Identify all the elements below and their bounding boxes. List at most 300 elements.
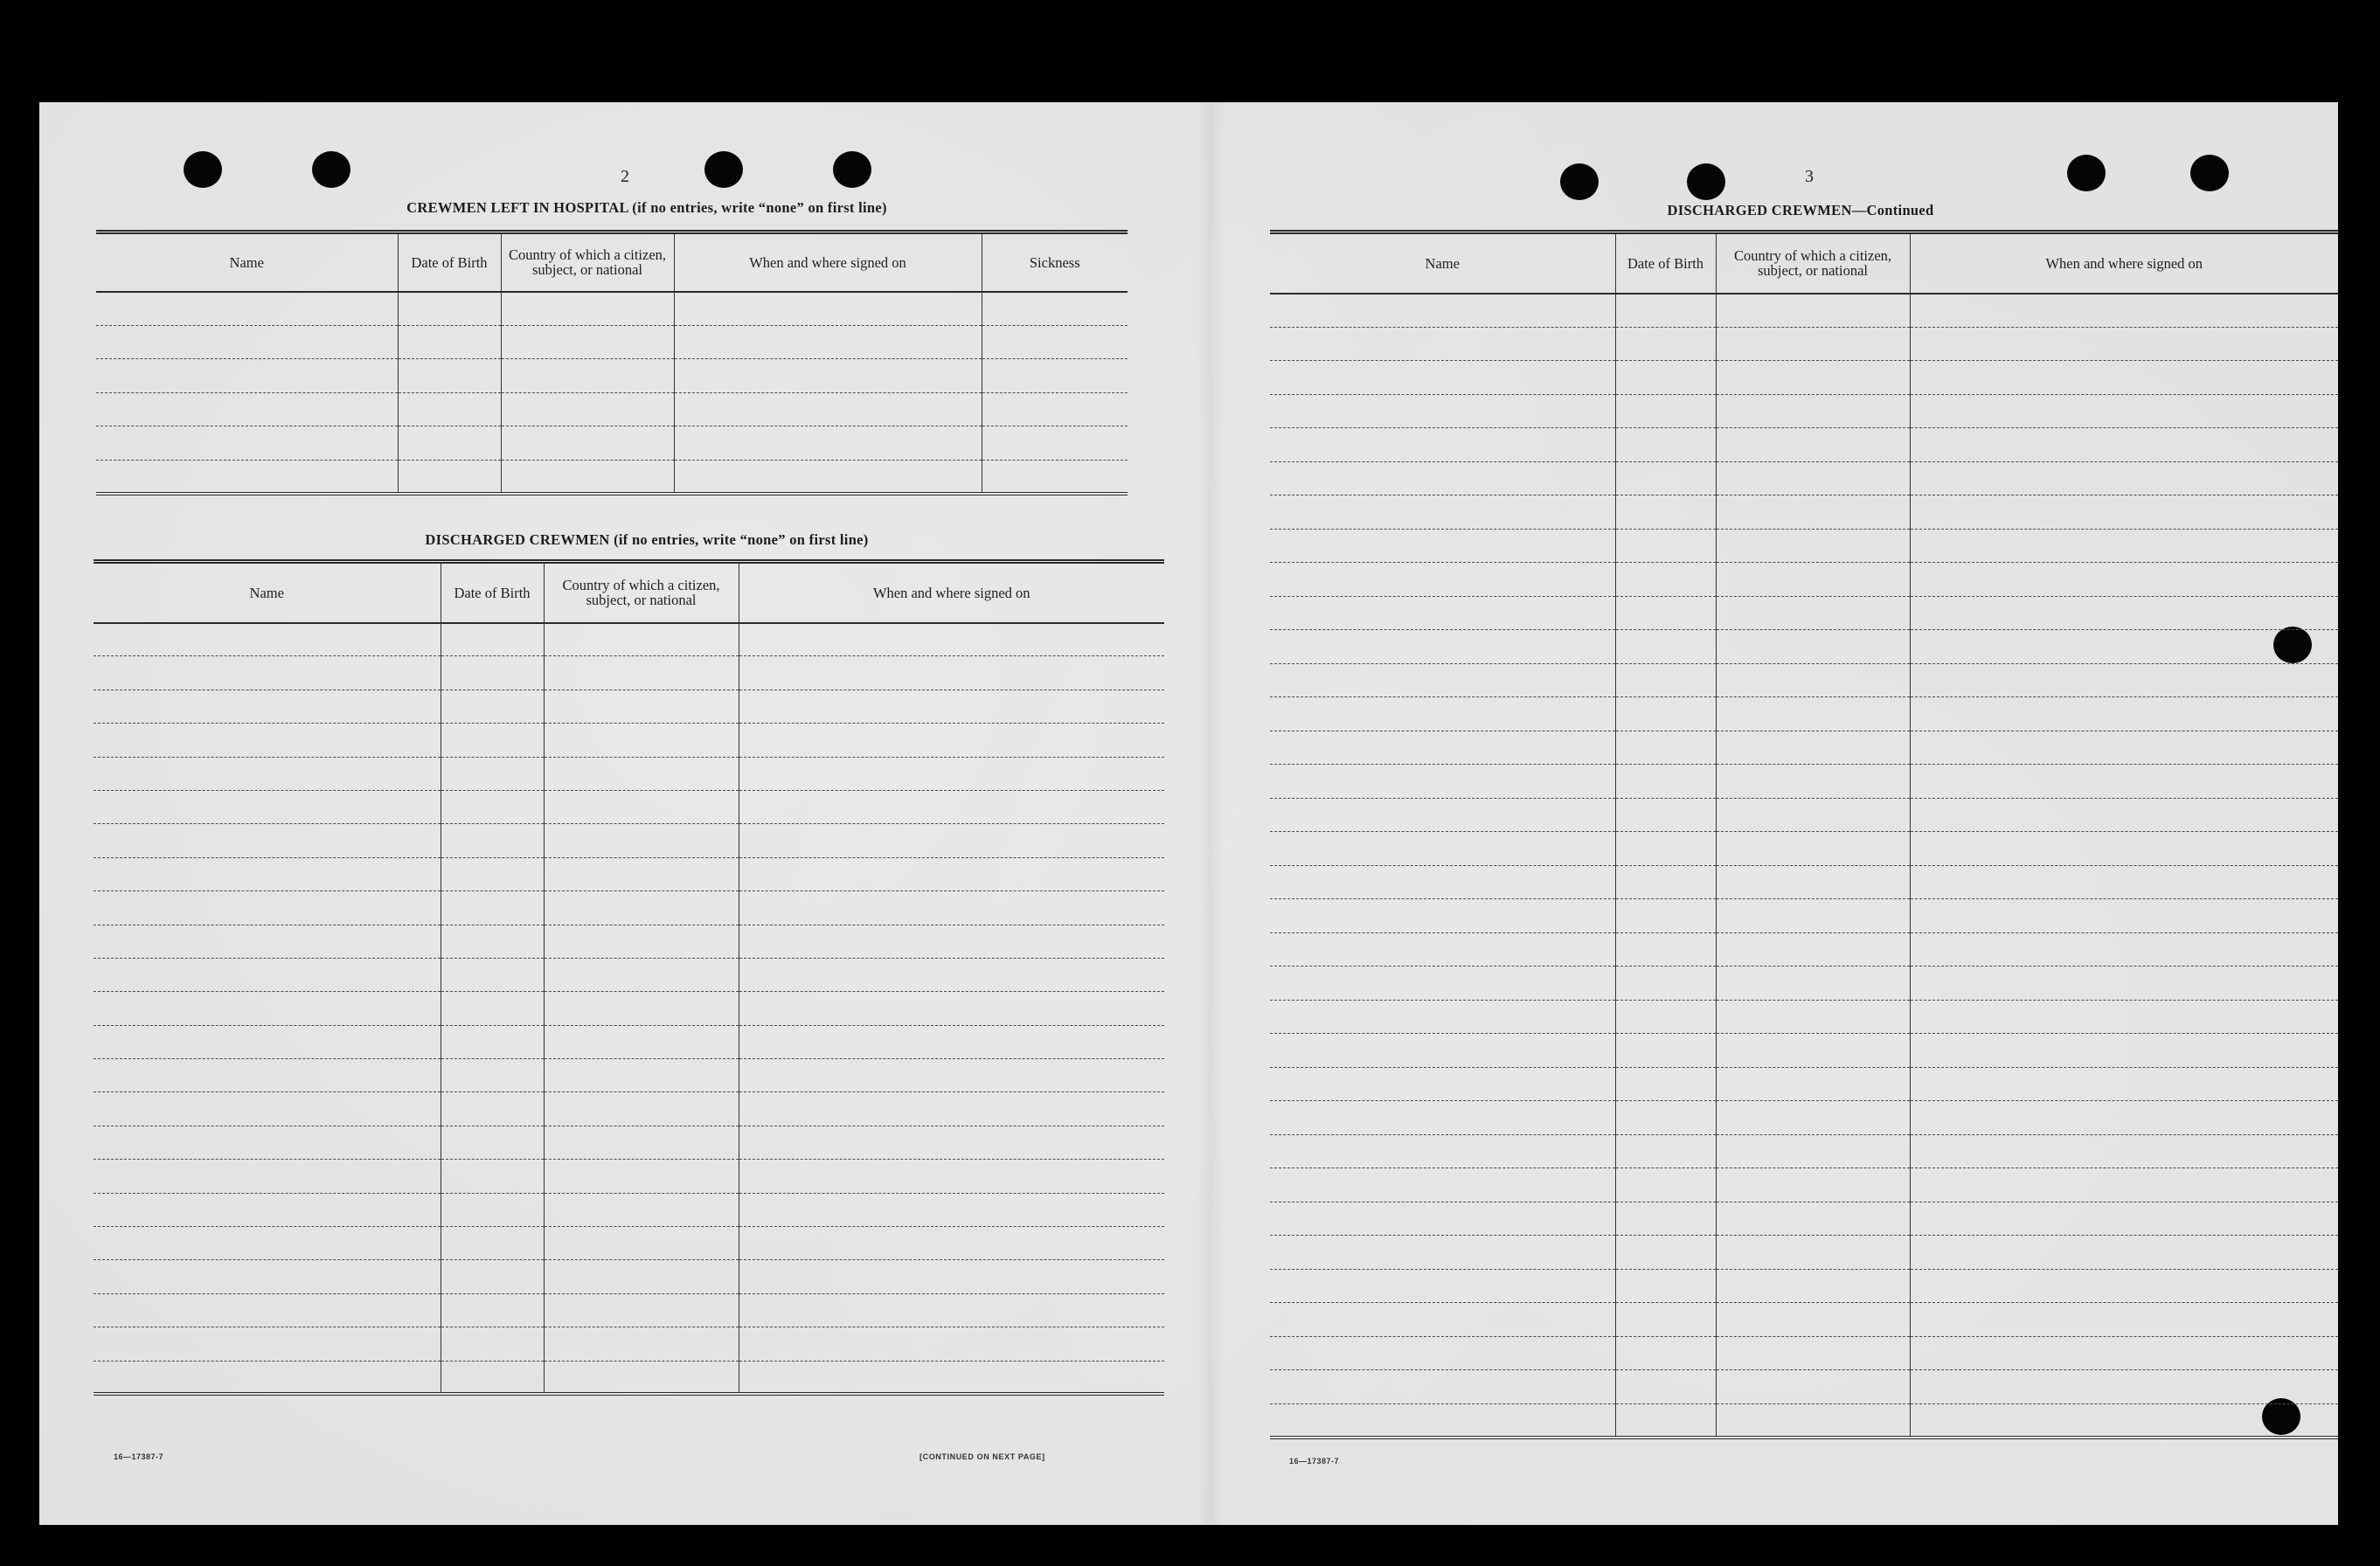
- table-cell[interactable]: [94, 1160, 441, 1193]
- table-cell[interactable]: [1716, 1370, 1910, 1404]
- table-cell[interactable]: [1615, 1101, 1716, 1135]
- table-cell[interactable]: [544, 1092, 739, 1126]
- table-cell[interactable]: [1716, 1403, 1910, 1438]
- table-cell[interactable]: [1910, 1000, 2338, 1034]
- table-cell[interactable]: [739, 790, 1164, 823]
- table-cell[interactable]: [94, 724, 441, 757]
- table-cell[interactable]: [1270, 1134, 1615, 1168]
- table-cell[interactable]: [1270, 563, 1615, 597]
- table-cell[interactable]: [1615, 731, 1716, 765]
- table-cell[interactable]: [1716, 495, 1910, 530]
- table-cell[interactable]: [1615, 1168, 1716, 1202]
- table-cell[interactable]: [94, 1293, 441, 1327]
- table-cell[interactable]: [501, 292, 674, 326]
- table-cell[interactable]: [1615, 563, 1716, 597]
- table-row: [1270, 1403, 2338, 1438]
- table-cell[interactable]: [674, 392, 982, 426]
- table-cell[interactable]: [1716, 1034, 1910, 1068]
- table-cell[interactable]: [1615, 798, 1716, 832]
- table-cell[interactable]: [1615, 1000, 1716, 1034]
- table-cell[interactable]: [398, 460, 501, 494]
- table-cell[interactable]: [739, 992, 1164, 1025]
- table-cell[interactable]: [544, 857, 739, 890]
- table-cell[interactable]: [1910, 1303, 2338, 1337]
- table-cell[interactable]: [1716, 832, 1910, 866]
- table-row: [1270, 563, 2338, 597]
- table-row: [94, 1025, 1164, 1058]
- table-row: [94, 724, 1164, 757]
- table-cell[interactable]: [739, 1160, 1164, 1193]
- punch-hole: [1560, 163, 1599, 200]
- table-cell[interactable]: [1716, 899, 1910, 933]
- table-cell[interactable]: [1716, 1134, 1910, 1168]
- table-cell[interactable]: [1270, 495, 1615, 530]
- table-cell[interactable]: [1270, 865, 1615, 899]
- table-cell[interactable]: [94, 1059, 441, 1092]
- table-cell[interactable]: [94, 689, 441, 723]
- table-cell[interactable]: [94, 824, 441, 857]
- table-cell[interactable]: [982, 392, 1128, 426]
- table-cell[interactable]: [1716, 967, 1910, 1001]
- table-cell[interactable]: [1615, 1269, 1716, 1303]
- table-cell[interactable]: [1270, 663, 1615, 697]
- table-row: [1270, 1202, 2338, 1236]
- table-cell[interactable]: [1615, 1134, 1716, 1168]
- table-cell[interactable]: [441, 1361, 544, 1394]
- table-cell[interactable]: [674, 426, 982, 461]
- table-cell[interactable]: [739, 824, 1164, 857]
- table-cell[interactable]: [1910, 1336, 2338, 1370]
- table-cell[interactable]: [739, 623, 1164, 656]
- table-cell[interactable]: [544, 1025, 739, 1058]
- table-cell[interactable]: [739, 958, 1164, 991]
- table-row: [1270, 394, 2338, 428]
- table-cell[interactable]: [1716, 1303, 1910, 1337]
- table-cell[interactable]: [544, 656, 739, 689]
- table-cell[interactable]: [1615, 1303, 1716, 1337]
- table-row: [1270, 327, 2338, 361]
- table-cell[interactable]: [1716, 765, 1910, 799]
- table-cell[interactable]: [739, 724, 1164, 757]
- table-cell[interactable]: [739, 1193, 1164, 1226]
- col-country: Country of which a citizen, subject, or national: [1716, 232, 1910, 294]
- table-cell[interactable]: [739, 656, 1164, 689]
- table-cell[interactable]: [96, 392, 398, 426]
- table-cell[interactable]: [1615, 596, 1716, 630]
- table-cell[interactable]: [1910, 428, 2338, 462]
- table-row: [94, 992, 1164, 1025]
- form-number-left: 16—17387-7: [114, 1452, 164, 1461]
- table-cell[interactable]: [1270, 327, 1615, 361]
- punch-hole: [312, 151, 350, 188]
- table-cell[interactable]: [544, 958, 739, 991]
- table-cell[interactable]: [398, 325, 501, 359]
- table-cell[interactable]: [501, 392, 674, 426]
- table-cell[interactable]: [1910, 1168, 2338, 1202]
- table-cell[interactable]: [1615, 529, 1716, 563]
- table-cell[interactable]: [1716, 294, 1910, 328]
- table-cell[interactable]: [1910, 899, 2338, 933]
- table-cell[interactable]: [1716, 1067, 1910, 1101]
- table-cell[interactable]: [1910, 1269, 2338, 1303]
- table-row: [94, 1059, 1164, 1092]
- table-cell[interactable]: [94, 1193, 441, 1226]
- table-cell[interactable]: [1716, 461, 1910, 495]
- table-cell[interactable]: [1270, 461, 1615, 495]
- table-cell[interactable]: [1716, 361, 1910, 395]
- table-cell[interactable]: [1615, 697, 1716, 731]
- table-cell[interactable]: [544, 925, 739, 958]
- table-cell[interactable]: [441, 790, 544, 823]
- table-cell[interactable]: [1910, 832, 2338, 866]
- table-cell[interactable]: [1716, 865, 1910, 899]
- table-cell[interactable]: [94, 1227, 441, 1260]
- table-cell[interactable]: [1615, 1034, 1716, 1068]
- table-cell[interactable]: [1716, 731, 1910, 765]
- table-cell[interactable]: [1615, 765, 1716, 799]
- table-cell[interactable]: [1716, 932, 1910, 967]
- table-cell[interactable]: [1270, 529, 1615, 563]
- table-cell[interactable]: [739, 757, 1164, 790]
- table-row: [1270, 630, 2338, 664]
- table-cell[interactable]: [1910, 394, 2338, 428]
- table-cell[interactable]: [982, 426, 1128, 461]
- table-cell[interactable]: [94, 1361, 441, 1394]
- table-cell[interactable]: [674, 325, 982, 359]
- table-cell[interactable]: [1615, 327, 1716, 361]
- table-cell[interactable]: [441, 1227, 544, 1260]
- hospital-title-text: CREWMEN LEFT IN HOSPITAL: [406, 199, 628, 216]
- col-date-of-birth: Date of Birth: [1615, 232, 1716, 294]
- table-cell[interactable]: [94, 1327, 441, 1361]
- table-cell[interactable]: [441, 623, 544, 656]
- table-cell[interactable]: [501, 426, 674, 461]
- table-cell[interactable]: [96, 325, 398, 359]
- table-cell[interactable]: [1270, 596, 1615, 630]
- table-cell[interactable]: [441, 724, 544, 757]
- table-cell[interactable]: [1270, 1303, 1615, 1337]
- table-cell[interactable]: [1910, 563, 2338, 597]
- table-cell[interactable]: [441, 757, 544, 790]
- table-cell[interactable]: [94, 1025, 441, 1058]
- table-cell[interactable]: [501, 460, 674, 494]
- table-cell[interactable]: [398, 359, 501, 393]
- table-cell[interactable]: [1270, 1236, 1615, 1270]
- table-cell[interactable]: [94, 757, 441, 790]
- table-cell[interactable]: [1270, 832, 1615, 866]
- table-cell[interactable]: [544, 1293, 739, 1327]
- table-cell[interactable]: [1716, 563, 1910, 597]
- table-cell[interactable]: [441, 1260, 544, 1293]
- table-cell[interactable]: [1910, 967, 2338, 1001]
- table-cell[interactable]: [1910, 663, 2338, 697]
- table-cell[interactable]: [94, 857, 441, 890]
- punch-hole: [833, 151, 871, 188]
- table-cell[interactable]: [544, 689, 739, 723]
- table-cell[interactable]: [1270, 1034, 1615, 1068]
- table-cell[interactable]: [1910, 932, 2338, 967]
- table-cell[interactable]: [1270, 798, 1615, 832]
- table-cell[interactable]: [1910, 1067, 2338, 1101]
- table-cell[interactable]: [544, 1193, 739, 1226]
- table-cell[interactable]: [1716, 596, 1910, 630]
- table-row: [1270, 731, 2338, 765]
- table-cell[interactable]: [739, 925, 1164, 958]
- table-cell[interactable]: [1615, 1236, 1716, 1270]
- table-cell[interactable]: [1615, 1202, 1716, 1236]
- table-cell[interactable]: [1716, 630, 1910, 664]
- table-row: [94, 689, 1164, 723]
- table-cell[interactable]: [94, 958, 441, 991]
- table-cell[interactable]: [1270, 294, 1615, 328]
- table-cell[interactable]: [982, 325, 1128, 359]
- table-cell[interactable]: [544, 1227, 739, 1260]
- table-cell[interactable]: [1716, 1236, 1910, 1270]
- table-row: [94, 1160, 1164, 1193]
- table-cell[interactable]: [1270, 1370, 1615, 1404]
- table-cell[interactable]: [544, 1126, 739, 1159]
- table-cell[interactable]: [1716, 394, 1910, 428]
- table-cell[interactable]: [501, 325, 674, 359]
- table-cell[interactable]: [1910, 1034, 2338, 1068]
- table-cell[interactable]: [1910, 1134, 2338, 1168]
- table-cell[interactable]: [1910, 1202, 2338, 1236]
- table-cell[interactable]: [441, 1193, 544, 1226]
- table-cell[interactable]: [1270, 630, 1615, 664]
- col-name: Name: [94, 562, 441, 623]
- table-cell[interactable]: [1716, 1336, 1910, 1370]
- table-cell[interactable]: [441, 925, 544, 958]
- col-date-of-birth: Date of Birth: [398, 232, 501, 292]
- table-cell[interactable]: [674, 359, 982, 393]
- table-cell[interactable]: [1910, 865, 2338, 899]
- table-cell[interactable]: [1910, 495, 2338, 530]
- table-cell[interactable]: [1270, 932, 1615, 967]
- table-cell[interactable]: [1910, 630, 2338, 664]
- table-cell[interactable]: [1716, 1168, 1910, 1202]
- table-cell[interactable]: [1270, 1202, 1615, 1236]
- table-cell[interactable]: [1910, 294, 2338, 328]
- table-cell[interactable]: [1615, 663, 1716, 697]
- table-cell[interactable]: [1910, 529, 2338, 563]
- table-cell[interactable]: [1270, 765, 1615, 799]
- table-cell[interactable]: [1615, 1336, 1716, 1370]
- table-cell[interactable]: [739, 1260, 1164, 1293]
- punch-hole: [184, 151, 222, 188]
- table-row: [94, 1293, 1164, 1327]
- table-cell[interactable]: [1270, 1067, 1615, 1101]
- table-cell[interactable]: [1270, 1336, 1615, 1370]
- table-cell[interactable]: [1910, 798, 2338, 832]
- col-signed-on: When and where signed on: [1910, 232, 2338, 294]
- table-cell[interactable]: [441, 656, 544, 689]
- table-cell[interactable]: [1270, 1000, 1615, 1034]
- table-cell[interactable]: [1910, 361, 2338, 395]
- table-cell[interactable]: [1716, 327, 1910, 361]
- table-cell[interactable]: [441, 1327, 544, 1361]
- hospital-instruction: (if no entries, write “none” on first line): [632, 199, 887, 216]
- table-cell[interactable]: [739, 1327, 1164, 1361]
- table-row: [1270, 697, 2338, 731]
- table-cell[interactable]: [544, 1160, 739, 1193]
- table-cell[interactable]: [1615, 865, 1716, 899]
- table-cell[interactable]: [674, 292, 982, 326]
- table-row: [1270, 832, 2338, 866]
- table-cell[interactable]: [544, 1059, 739, 1092]
- table-cell[interactable]: [1270, 394, 1615, 428]
- table-cell[interactable]: [441, 1293, 544, 1327]
- table-cell[interactable]: [96, 460, 398, 494]
- table-cell[interactable]: [1615, 461, 1716, 495]
- table-cell[interactable]: [544, 724, 739, 757]
- table-cell[interactable]: [398, 292, 501, 326]
- table-cell[interactable]: [441, 1160, 544, 1193]
- table-cell[interactable]: [1910, 327, 2338, 361]
- table-cell[interactable]: [1270, 1269, 1615, 1303]
- table-cell[interactable]: [1910, 1403, 2338, 1438]
- table-cell[interactable]: [1615, 630, 1716, 664]
- table-cell[interactable]: [739, 891, 1164, 925]
- table-row: [96, 460, 1128, 494]
- table-cell[interactable]: [739, 1227, 1164, 1260]
- table-cell[interactable]: [1910, 461, 2338, 495]
- table-cell[interactable]: [441, 891, 544, 925]
- table-cell[interactable]: [1270, 361, 1615, 395]
- table-cell[interactable]: [1615, 428, 1716, 462]
- table-cell[interactable]: [1615, 967, 1716, 1001]
- table-cell[interactable]: [739, 1059, 1164, 1092]
- table-cell[interactable]: [1615, 1370, 1716, 1404]
- table-cell[interactable]: [1910, 596, 2338, 630]
- table-cell[interactable]: [544, 824, 739, 857]
- table-cell[interactable]: [1910, 1101, 2338, 1135]
- table-row: [96, 426, 1128, 461]
- table-cell[interactable]: [544, 1260, 739, 1293]
- table-cell[interactable]: [96, 292, 398, 326]
- table-cell[interactable]: [1270, 899, 1615, 933]
- table-cell[interactable]: [1615, 832, 1716, 866]
- table-cell[interactable]: [1910, 1236, 2338, 1270]
- table-cell[interactable]: [544, 1327, 739, 1361]
- table-cell[interactable]: [398, 392, 501, 426]
- table-cell[interactable]: [441, 1092, 544, 1126]
- table-row: [94, 790, 1164, 823]
- table-cell[interactable]: [1270, 1403, 1615, 1438]
- table-cell[interactable]: [441, 958, 544, 991]
- table-cell[interactable]: [1270, 731, 1615, 765]
- table-cell[interactable]: [1716, 1101, 1910, 1135]
- table-cell[interactable]: [739, 1025, 1164, 1058]
- table-cell[interactable]: [96, 359, 398, 393]
- table-cell[interactable]: [1270, 1168, 1615, 1202]
- table-cell[interactable]: [1910, 697, 2338, 731]
- discharged-continued-table: [1270, 230, 2338, 1439]
- table-cell[interactable]: [441, 992, 544, 1025]
- table-cell[interactable]: [1270, 428, 1615, 462]
- table-row: [96, 359, 1128, 393]
- table-cell[interactable]: [94, 1126, 441, 1159]
- table-cell[interactable]: [544, 790, 739, 823]
- table-cell[interactable]: [1910, 765, 2338, 799]
- table-cell[interactable]: [1716, 529, 1910, 563]
- table-cell[interactable]: [739, 1126, 1164, 1159]
- table-cell[interactable]: [1716, 1000, 1910, 1034]
- table-row: [1270, 865, 2338, 899]
- table-cell[interactable]: [1270, 967, 1615, 1001]
- table-cell[interactable]: [1270, 1101, 1615, 1135]
- table-cell[interactable]: [739, 689, 1164, 723]
- table-cell[interactable]: [96, 426, 398, 461]
- table-cell[interactable]: [94, 891, 441, 925]
- table-cell[interactable]: [544, 757, 739, 790]
- table-cell[interactable]: [441, 689, 544, 723]
- table-cell[interactable]: [1716, 1269, 1910, 1303]
- table-cell[interactable]: [501, 359, 674, 393]
- table-cell[interactable]: [1910, 731, 2338, 765]
- table-cell[interactable]: [441, 824, 544, 857]
- table-row: [1270, 798, 2338, 832]
- table-cell[interactable]: [1716, 428, 1910, 462]
- table-cell[interactable]: [544, 992, 739, 1025]
- table-cell[interactable]: [441, 1126, 544, 1159]
- table-cell[interactable]: [544, 1361, 739, 1394]
- table-row: [1270, 1303, 2338, 1337]
- table-cell[interactable]: [1615, 932, 1716, 967]
- table-cell[interactable]: [1615, 495, 1716, 530]
- table-cell[interactable]: [441, 1025, 544, 1058]
- table-cell[interactable]: [1910, 1370, 2338, 1404]
- table-cell[interactable]: [1615, 1403, 1716, 1438]
- table-row: [94, 1092, 1164, 1126]
- table-row: [1270, 461, 2338, 495]
- table-cell[interactable]: [94, 992, 441, 1025]
- table-cell[interactable]: [739, 857, 1164, 890]
- table-cell[interactable]: [982, 292, 1128, 326]
- table-cell[interactable]: [398, 426, 501, 461]
- table-cell[interactable]: [1716, 697, 1910, 731]
- table-cell[interactable]: [94, 623, 441, 656]
- table-row: [94, 757, 1164, 790]
- table-cell[interactable]: [1615, 899, 1716, 933]
- table-cell[interactable]: [1716, 663, 1910, 697]
- table-cell[interactable]: [94, 790, 441, 823]
- table-cell[interactable]: [94, 656, 441, 689]
- table-cell[interactable]: [982, 460, 1128, 494]
- table-cell[interactable]: [1615, 294, 1716, 328]
- table-cell[interactable]: [1615, 361, 1716, 395]
- table-cell[interactable]: [1270, 697, 1615, 731]
- table-row: [1270, 1134, 2338, 1168]
- table-cell[interactable]: [1716, 798, 1910, 832]
- table-cell[interactable]: [739, 1361, 1164, 1394]
- table-cell[interactable]: [544, 891, 739, 925]
- table-cell[interactable]: [1615, 394, 1716, 428]
- table-cell[interactable]: [982, 359, 1128, 393]
- table-cell[interactable]: [1716, 1202, 1910, 1236]
- table-cell[interactable]: [544, 623, 739, 656]
- punch-hole: [2067, 155, 2106, 191]
- table-cell[interactable]: [674, 460, 982, 494]
- table-row: [1270, 1336, 2338, 1370]
- table-cell[interactable]: [94, 925, 441, 958]
- table-cell[interactable]: [1615, 1067, 1716, 1101]
- table-cell[interactable]: [94, 1092, 441, 1126]
- table-cell[interactable]: [739, 1092, 1164, 1126]
- table-cell[interactable]: [441, 1059, 544, 1092]
- table-cell[interactable]: [94, 1260, 441, 1293]
- table-cell[interactable]: [739, 1293, 1164, 1327]
- table-cell[interactable]: [441, 857, 544, 890]
